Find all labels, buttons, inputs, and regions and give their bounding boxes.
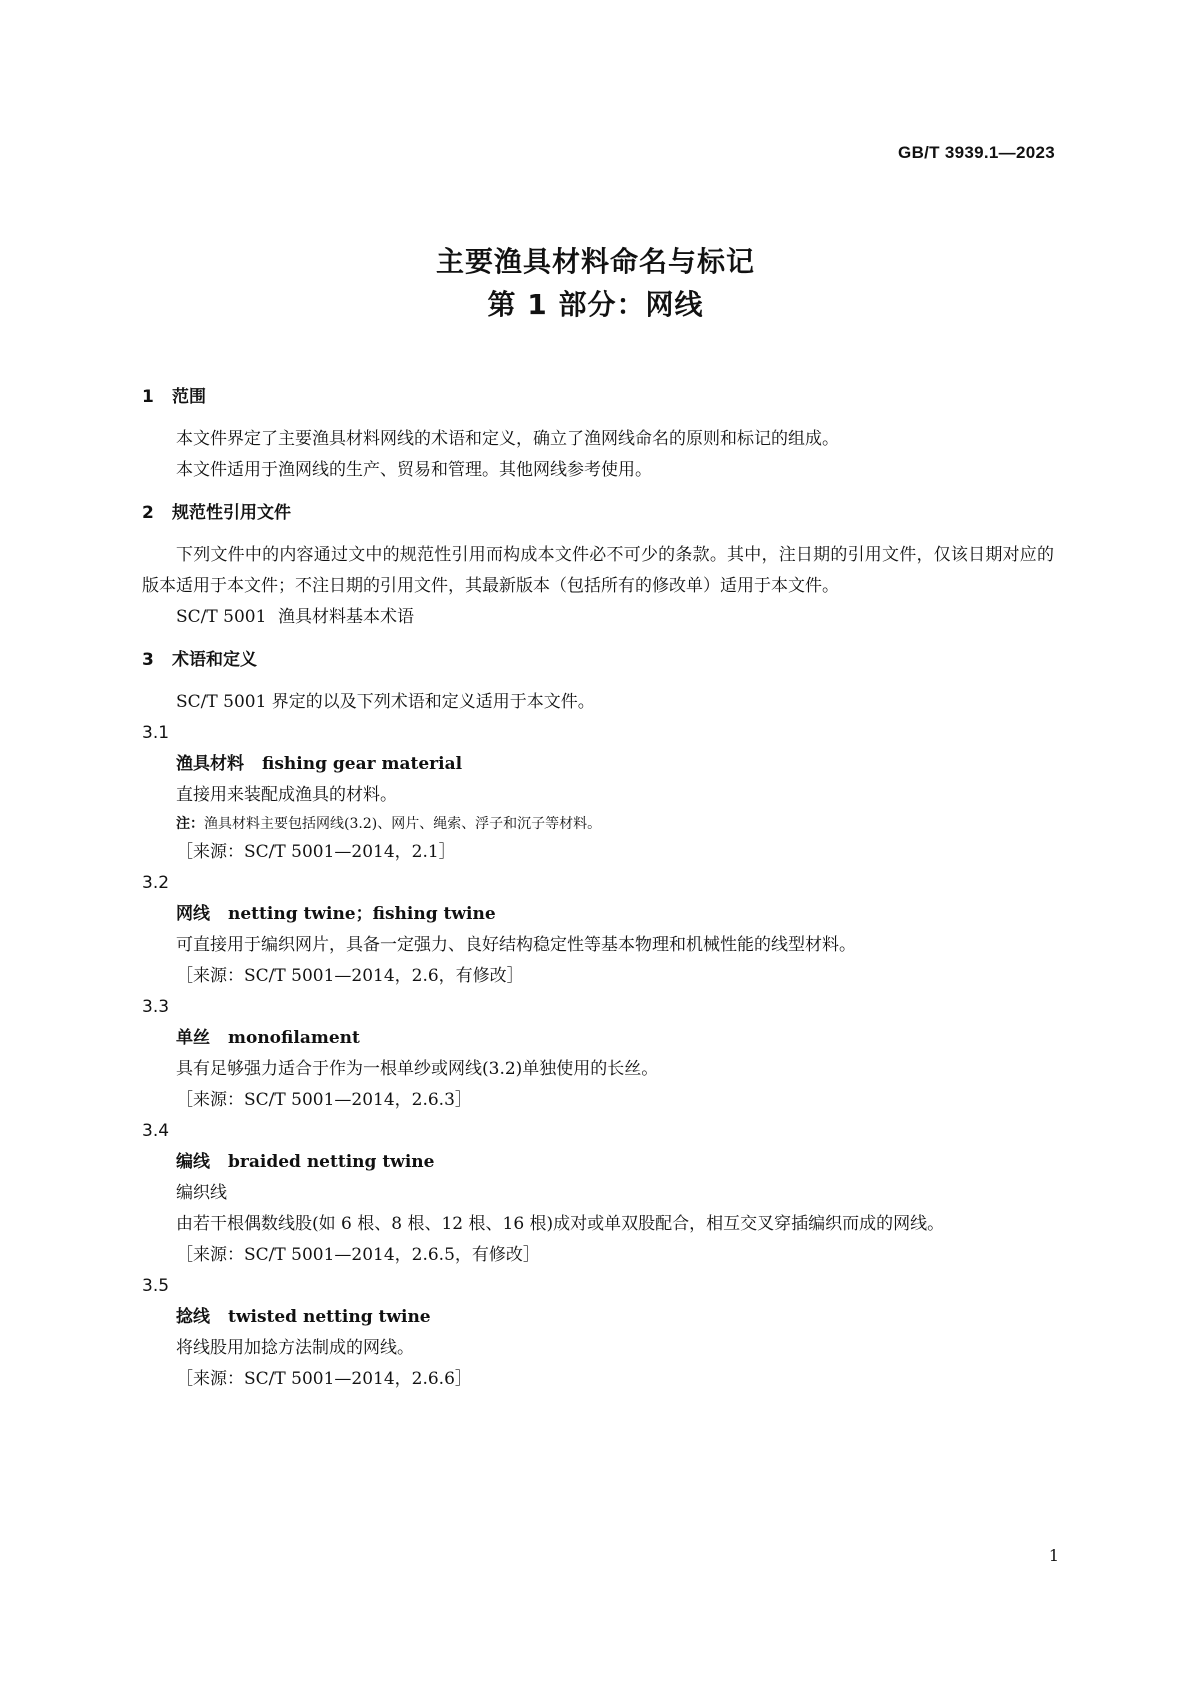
term-heading: [142, 1147, 1054, 1178]
standard-code: GB/T 3939.1—2023: [898, 143, 1055, 162]
term-source: ［来源：SC/T 5001—2014，2.6，有修改］: [176, 966, 524, 986]
section-title: 范围: [172, 387, 206, 407]
term-zh: 网线: [176, 904, 210, 924]
term-definition: 具有足够强力适合于作为一根单纱或网线(3.2)单独使用的长丝。: [176, 1059, 659, 1079]
paragraph: SC/T 5001 界定的以及下列术语和定义适用于本文件。: [176, 692, 595, 712]
title-line-1: 主要渔具材料命名与标记: [435, 245, 755, 278]
section-number: 1: [142, 387, 154, 407]
term-zh: 渔具材料: [176, 754, 244, 774]
paragraph: 本文件界定了主要渔具材料网线的术语和定义，确立了渔网线命名的原则和标记的组成。: [176, 429, 839, 449]
term-en: fishing gear material: [262, 754, 463, 774]
section-number: 3: [142, 650, 154, 670]
term-number: 3.2: [142, 873, 170, 893]
document-title: [0, 240, 1191, 326]
term-heading: [142, 1302, 1054, 1333]
reference-code: SC/T 5001: [176, 607, 267, 627]
term-zh: 单丝: [176, 1028, 210, 1048]
term-synonym: 编织线: [176, 1183, 227, 1203]
section-heading-terms: [142, 645, 1054, 675]
term-source: ［来源：SC/T 5001—2014，2.6.6］: [176, 1369, 472, 1389]
page-number: 1: [1048, 1546, 1059, 1565]
term-number: 3.3: [142, 997, 170, 1017]
note-label: 注：: [176, 816, 204, 832]
term-heading: [142, 1023, 1054, 1054]
section-title: 规范性引用文件: [172, 503, 291, 523]
section-heading-normative-references: [142, 498, 1054, 528]
paragraph: 本文件适用于渔网线的生产、贸易和管理。其他网线参考使用。: [176, 460, 652, 480]
term-source: ［来源：SC/T 5001—2014，2.6.5，有修改］: [176, 1245, 540, 1265]
note-text: 渔具材料主要包括网线(3.2)、网片、绳索、浮子和沉子等材料。: [204, 816, 602, 832]
title-line-2: 第 1 部分：网线: [487, 288, 704, 321]
term-source: ［来源：SC/T 5001—2014，2.6.3］: [176, 1090, 472, 1110]
section-title: 术语和定义: [172, 650, 257, 670]
term-en: braided netting twine: [228, 1152, 435, 1172]
term-note: [142, 811, 1054, 837]
term-zh: 编线: [176, 1152, 210, 1172]
term-en: twisted netting twine: [228, 1307, 431, 1327]
term-definition: 可直接用于编织网片，具备一定强力、良好结构稳定性等基本物理和机械性能的线型材料。: [176, 935, 856, 955]
term-number: 3.1: [142, 723, 170, 743]
section-heading-scope: [142, 382, 1054, 412]
term-zh: 捻线: [176, 1307, 210, 1327]
term-en: monofilament: [228, 1028, 360, 1048]
term-number: 3.5: [142, 1276, 170, 1296]
reference-entry: [142, 602, 1054, 633]
reference-title: 渔具材料基本术语: [278, 607, 414, 627]
term-en: netting twine；fishing twine: [228, 904, 496, 924]
term-definition: 由若干根偶数线股(如 6 根、8 根、12 根、16 根)成对或单双股配合，相互交叉穿插编织而成的网线。: [176, 1214, 945, 1234]
term-number: 3.4: [142, 1121, 170, 1141]
term-heading: [142, 749, 1054, 780]
term-source: ［来源：SC/T 5001—2014，2.1］: [176, 842, 456, 862]
paragraph: 下列文件中的内容通过文中的规范性引用而构成本文件必不可少的条款。其中，注日期的引用文件，仅该日期对应的版本适用于本文件；不注日期的引用文件，其最新版本（包括所有的修改单）适用于本文件。: [142, 545, 1054, 596]
document-body: [142, 382, 1054, 1395]
term-definition: 直接用来装配成渔具的材料。: [176, 785, 397, 805]
term-heading: [142, 899, 1054, 930]
term-definition: 将线股用加捻方法制成的网线。: [176, 1338, 414, 1358]
section-number: 2: [142, 503, 154, 523]
